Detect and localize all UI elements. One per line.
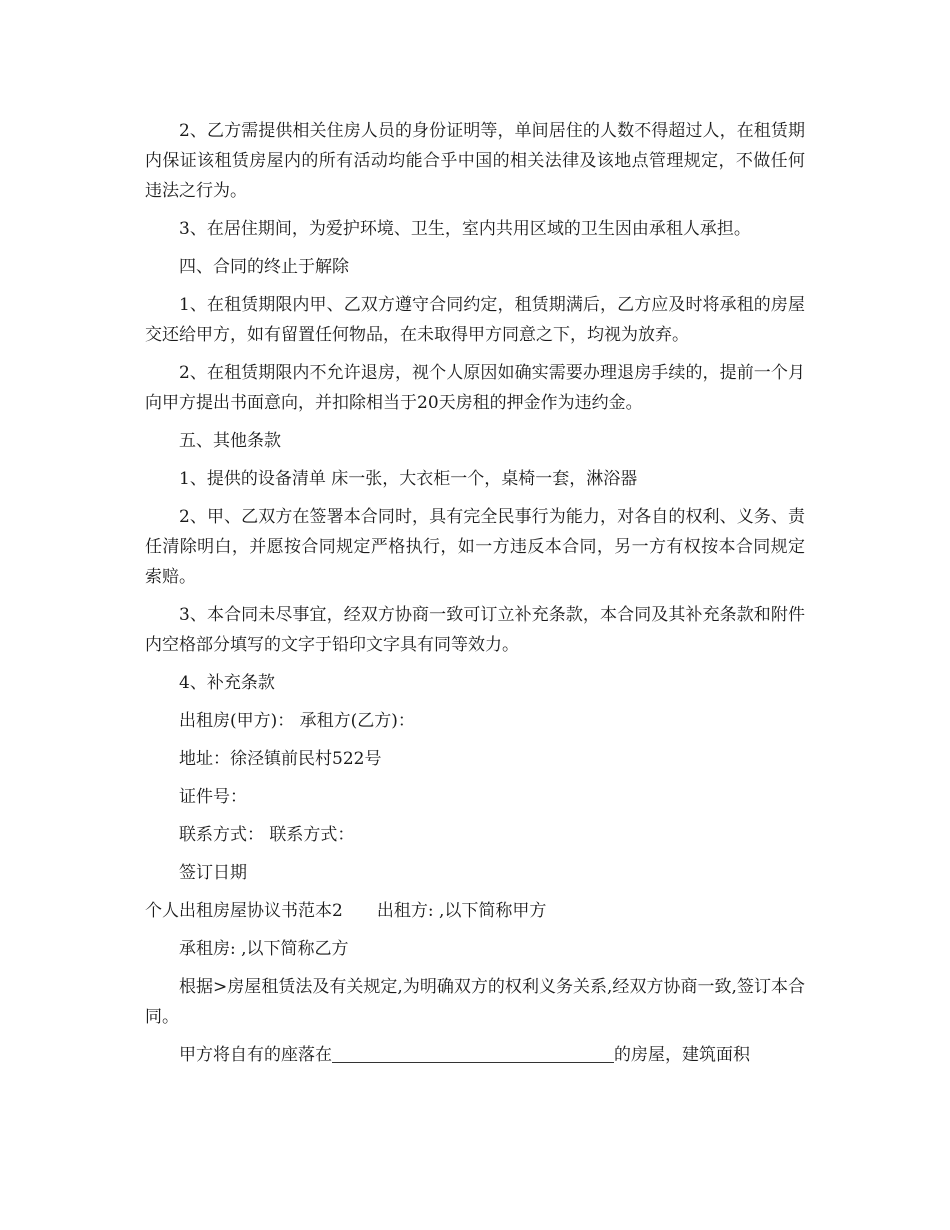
property-location-line bbox=[145, 1040, 805, 1070]
signature-contact: 联系方式： 联系方式： bbox=[179, 825, 355, 845]
signature-date: 签订日期 bbox=[179, 863, 247, 883]
tenant-line: 承租房: ,以下简称乙方 bbox=[179, 939, 349, 959]
paragraph-supplementary: 3、本合同未尽事宜，经双方协商一致可订立补充条款，本合同及其补充条款和附件内空格部分填写的文字于铅印文字具有同等效力。 bbox=[145, 605, 805, 655]
paragraph-termination-2: 2、在租赁期限内不允许退房，视个人原因如确实需要办理退房手续的，提前一个月向甲方提出书面意向，并扣除相当于20天房租的押金作为违约金。 bbox=[145, 363, 805, 413]
signature-id-number: 证件号： bbox=[179, 787, 247, 807]
property-location-suffix: 的房屋，建筑面积 bbox=[614, 1045, 750, 1065]
property-location-prefix: 甲方将自有的座落在 bbox=[179, 1045, 332, 1065]
paragraph-supplementary-heading: 4、补充条款 bbox=[179, 673, 275, 693]
paragraph-termination-1: 1、在租赁期限内甲、乙双方遵守合同约定，租赁期满后，乙方应及时将承租的房屋交还给甲方，如有留置任何物品，在未取得甲方同意之下，均视为放弃。 bbox=[145, 295, 805, 345]
section-heading-termination: 四、合同的终止于解除 bbox=[179, 257, 349, 277]
property-location-blank bbox=[332, 1044, 614, 1063]
agreement-title-line: 个人出租房屋协议书范本2 出租方: ,以下简称甲方 bbox=[145, 901, 547, 921]
section-heading-other-terms: 五、其他条款 bbox=[179, 431, 281, 451]
legal-basis-paragraph: 根据>房屋租赁法及有关规定,为明确双方的权利义务关系,经双方协商一致,签订本合同。 bbox=[145, 977, 805, 1027]
paragraph-capacity: 2、甲、乙双方在签署本合同时，具有完全民事行为能力，对各自的权利、义务、责任清除明白，并愿按合同规定严格执行，如一方违反本合同，另一方有权按本合同规定索赔。 bbox=[145, 507, 805, 587]
signature-address: 地址：徐泾镇前民村522号 bbox=[179, 749, 382, 769]
paragraph-clause-3: 3、在居住期间，为爱护环境、卫生，室内共用区域的卫生因由承租人承担。 bbox=[179, 219, 751, 239]
paragraph-equipment-list: 1、提供的设备清单 床一张，大衣柜一个，桌椅一套，淋浴器 bbox=[179, 469, 638, 489]
paragraph-clause-2: 2、乙方需提供相关住房人员的身份证明等，单间居住的人数不得超过人，在租赁期内保证该租赁房屋内的所有活动均能合乎中国的相关法律及该地点管理规定，不做任何违法之行为。 bbox=[145, 121, 805, 201]
signature-parties: 出租房(甲方)： 承租方(乙方)： bbox=[179, 711, 415, 731]
document-page bbox=[145, 116, 805, 1070]
